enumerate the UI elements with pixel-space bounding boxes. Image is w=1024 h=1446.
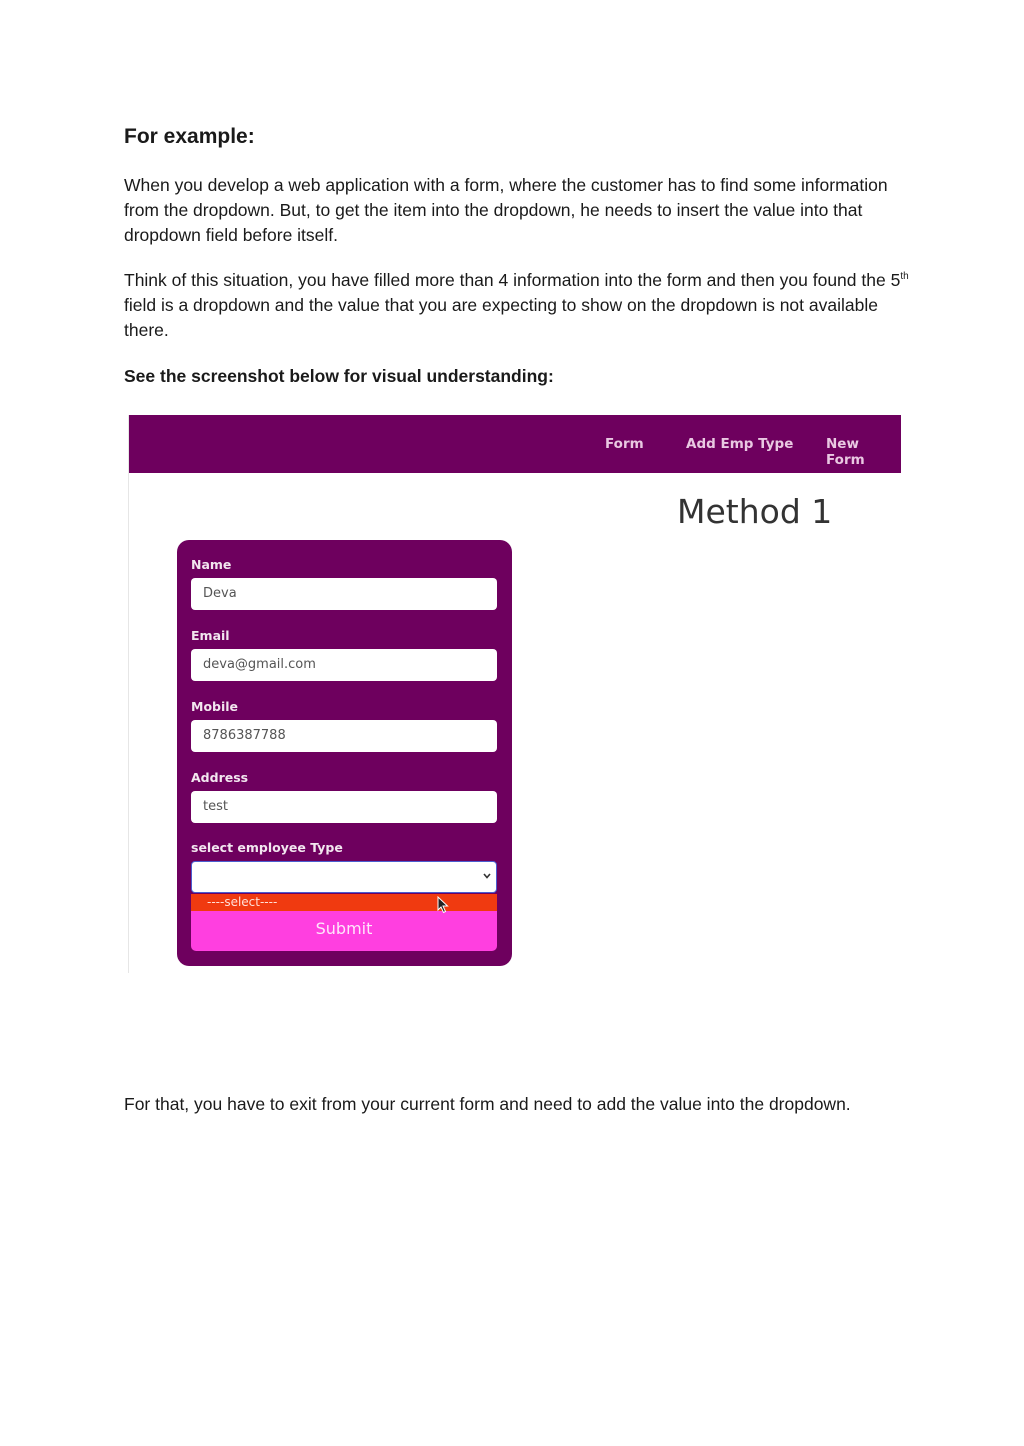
employee-form bbox=[177, 540, 512, 966]
name-label: Name bbox=[191, 557, 232, 572]
conclusion-paragraph: For that, you have to exit from your current form and need to add the value into the dropdown. bbox=[124, 1094, 851, 1114]
address-input[interactable]: test bbox=[191, 791, 497, 823]
embedded-screenshot bbox=[128, 415, 901, 973]
situation-text-start: Think of this situation, you have filled more than 4 information into the form and then you found the 5 bbox=[124, 270, 901, 290]
nav-link-add-emp-type[interactable]: Add Emp Type bbox=[686, 436, 794, 452]
email-label: Email bbox=[191, 628, 230, 643]
mobile-input[interactable]: 8786387788 bbox=[191, 720, 497, 752]
employee-type-select[interactable] bbox=[191, 861, 497, 893]
name-input[interactable]: Deva bbox=[191, 578, 497, 610]
page-title: Method 1 bbox=[677, 492, 833, 531]
intro-paragraph: When you develop a web application with a form, where the customer has to find some information from the dropdown. But, to get the item into the dropdown, he needs to insert the value into that dropdown field before itself. bbox=[124, 175, 888, 245]
mobile-label: Mobile bbox=[191, 699, 239, 714]
situation-text-end: field is a dropdown and the value that you are expecting to show on the dropdown is not available there. bbox=[124, 295, 878, 340]
employee-type-label: select employee Type bbox=[191, 840, 343, 855]
nav-link-form[interactable]: Form bbox=[605, 436, 644, 452]
employee-type-option[interactable]: ----select---- bbox=[191, 894, 497, 911]
situation-paragraph bbox=[124, 268, 914, 343]
ordinal-suffix: th bbox=[900, 271, 909, 283]
screenshot-caption: See the screenshot below for visual understanding: bbox=[124, 366, 554, 386]
chevron-down-icon bbox=[482, 871, 492, 881]
mouse-cursor-icon bbox=[437, 896, 449, 914]
address-label: Address bbox=[191, 770, 249, 785]
submit-button[interactable]: Submit bbox=[191, 911, 497, 951]
nav-link-new-form[interactable]: New Form bbox=[826, 436, 865, 468]
email-input[interactable]: deva@gmail.com bbox=[191, 649, 497, 681]
top-navbar bbox=[129, 415, 901, 473]
section-heading: For example: bbox=[124, 125, 255, 148]
